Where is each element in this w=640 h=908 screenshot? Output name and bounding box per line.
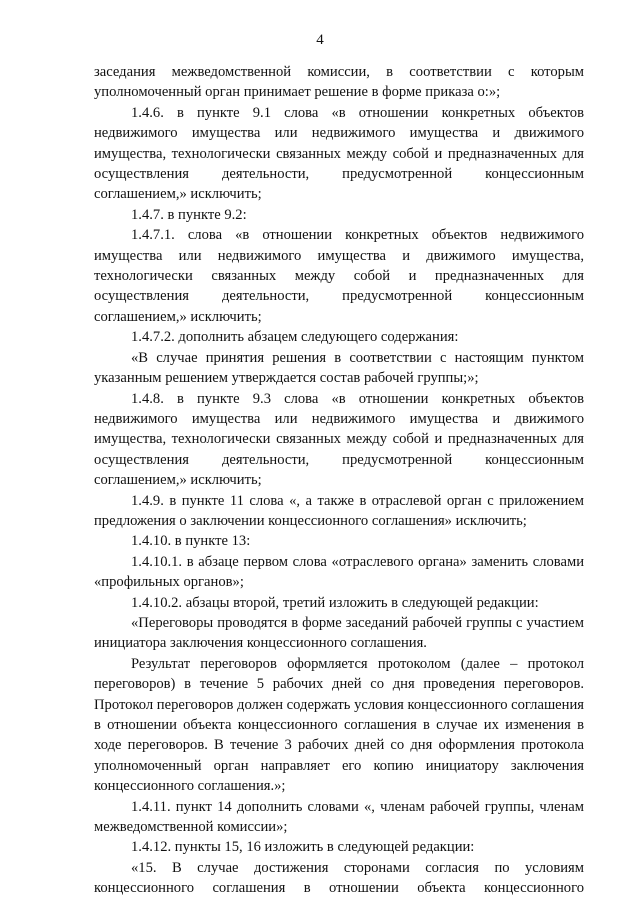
paragraph: 1.4.12. пункты 15, 16 изложить в следующей редакции: xyxy=(131,839,475,856)
page-number: 4 xyxy=(316,32,324,48)
paragraph: 1.4.6. в пункте 9.1 слова «в отношении конкретных объектов недвижимого имущества или недвижимого имущества и движимого имущества, технологически связанных между собой и предназначенных для осуществления деятельности, предусмотренной концессионным соглашением,» исключить; xyxy=(94,104,584,203)
paragraph: 1.4.8. в пункте 9.3 слова «в отношении конкретных объектов недвижимого имущества или недвижимого имущества и движимого имущества, технологически связанных между собой и предназначенных для осуществления деятельности, предусмотренной концессионным соглашением,» исключить; xyxy=(94,390,584,489)
paragraph: Результат переговоров оформляется протоколом (далее – протокол переговоров) в течение 5 рабочих дней со дня проведения переговоров. Протокол переговоров должен содержать условия концессионного соглашения в отношении объекта концессионного соглашения в случае их изменения в ходе переговоров. В течение 3 рабочих дней со дня оформления протокола уполномоченный орган направляет его копию инициатору заключения концессионного соглашения.»; xyxy=(94,655,584,795)
paragraph: «15. В случае достижения сторонами согласия по условиям концессионного соглашения в отношении объекта концессионного xyxy=(94,859,584,897)
paragraph: 1.4.11. пункт 14 дополнить словами «, членам рабочей группы, членам межведомственной комиссии»; xyxy=(94,798,584,836)
document-body xyxy=(94,62,584,899)
paragraph: заседания межведомственной комиссии, в соответствии с которым уполномоченный орган принимает решение в форме приказа о:»; xyxy=(94,64,584,101)
paragraph: 1.4.10.1. в абзаце первом слова «отраслевого органа» заменить словами «профильных органов»; xyxy=(94,553,584,591)
paragraph: 1.4.10. в пункте 13: xyxy=(131,533,251,550)
paragraph: «В случае принятия решения в соответствии с настоящим пунктом указанным решением утверждается состав рабочей группы;»; xyxy=(94,349,584,387)
paragraph: 1.4.10.2. абзацы второй, третий изложить в следующей редакции: xyxy=(131,594,539,611)
paragraph: 1.4.7. в пункте 9.2: xyxy=(131,206,247,223)
paragraph: 1.4.7.2. дополнить абзацем следующего содержания: xyxy=(131,329,459,346)
paragraph: 1.4.9. в пункте 11 слова «, а также в отраслевой орган с приложением предложения о заключении концессионного соглашения» исключить; xyxy=(94,492,584,529)
paragraph: 1.4.7.1. слова «в отношении конкретных объектов недвижимого имущества или недвижимого имущества и движимого имущества, технологически связанных между собой и предназначенных для осуществления деятельности, предусмотренной концессионным соглашением,» исключить; xyxy=(94,227,584,325)
paragraph: «Переговоры проводятся в форме заседаний рабочей группы с участием инициатора заключения концессионного соглашения. xyxy=(94,614,584,652)
